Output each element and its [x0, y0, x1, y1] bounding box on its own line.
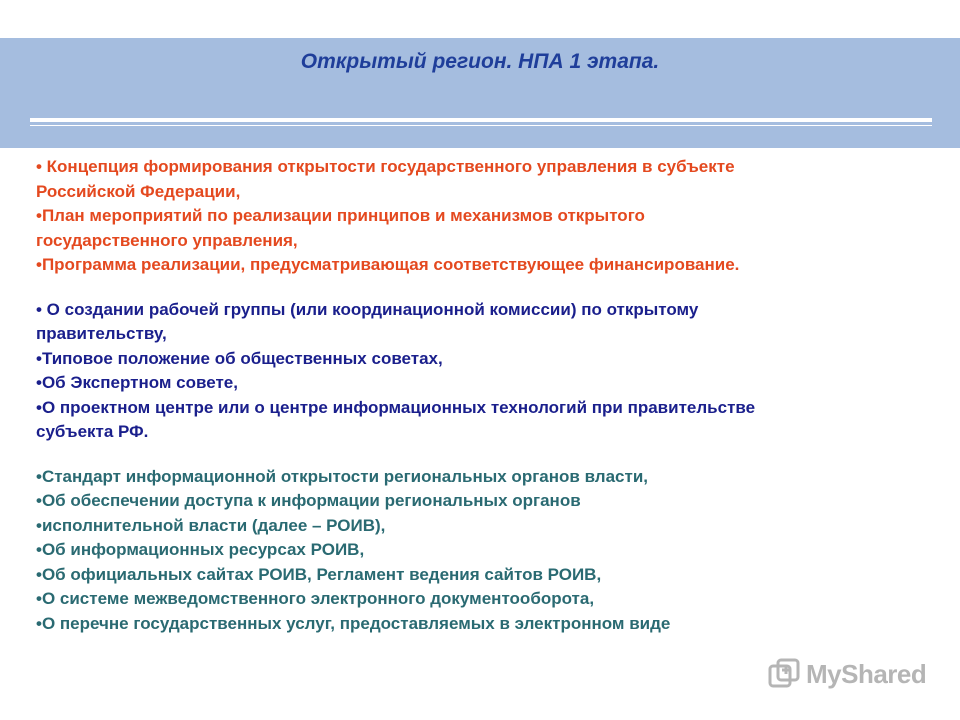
list-item: •Программа реализации, предусматривающая соответствующее финансирование.	[36, 255, 740, 274]
group-concept-documents	[36, 155, 946, 278]
list-item: государственного управления,	[36, 230, 298, 250]
slide-title: Открытый регион. НПА 1 этапа.	[300, 50, 660, 73]
header-divider-thick	[30, 118, 932, 122]
list-item: •исполнительной власти (далее – РОИВ),	[36, 515, 386, 535]
list-item: •О перечне государственных услуг, предоставляемых в электронном виде	[36, 613, 671, 633]
list-item: правительству,	[36, 324, 167, 343]
list-item: •Об официальных сайтах РОИВ, Регламент ведения сайтов РОИВ,	[36, 564, 602, 584]
list-item: •Стандарт информационной открытости региональных органов власти,	[36, 466, 648, 486]
watermark-text: MyShared	[806, 658, 927, 689]
list-item: •Об информационных ресурсах РОИВ,	[36, 540, 365, 559]
list-item: Российской Федерации,	[36, 181, 241, 201]
list-item: •Типовое положение об общественных советах,	[36, 348, 443, 368]
list-item: субъекта РФ.	[36, 422, 149, 441]
slide-body	[36, 155, 946, 636]
list-item: •План мероприятий по реализации принципов и механизмов открытого	[36, 206, 645, 225]
group-information-openness	[36, 465, 946, 637]
list-item: • О создании рабочей группы (или координационной комиссии) по открытому	[36, 299, 699, 319]
group-governance-bodies	[36, 298, 946, 445]
list-item: • Концепция формирования открытости государственного управления в субъекте	[36, 157, 735, 176]
list-item: •О проектном центре или о центре информационных технологий при правительстве	[36, 397, 756, 417]
list-item: •Об обеспечении доступа к информации региональных органов	[36, 491, 581, 510]
myshared-watermark	[768, 654, 926, 694]
header-divider-thin	[30, 125, 932, 126]
list-item: •О системе межведомственного электронного документооборота,	[36, 589, 595, 608]
list-item: •Об Экспертном совете,	[36, 373, 238, 392]
myshared-logo-icon	[768, 658, 800, 690]
